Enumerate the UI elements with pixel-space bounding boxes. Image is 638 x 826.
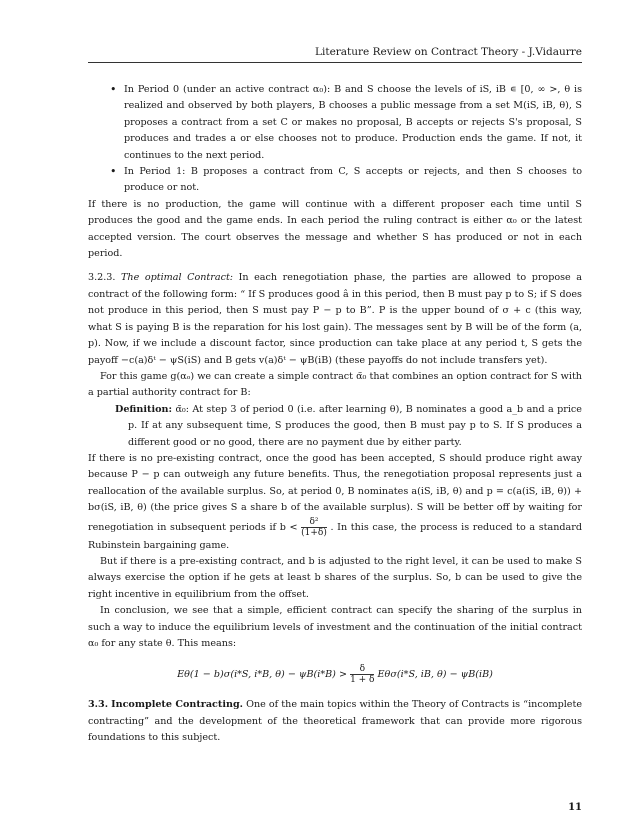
paragraph: In conclusion, we see that a simple, efficient contract can specify the sharing of the surplus in such a way to induce the equilibrium levels of investment and the continuation of the initial contract α₀ for any state θ. This means: <box>88 605 582 649</box>
paragraph: But if there is a pre-existing contract, and b is adjusted to the right level, it can be used to make S always exercise the option if he gets at least b shares of the surplus. So, b can be used to give the right incentive in equilibrium from the offset. <box>88 555 582 600</box>
fraction-numerator: δ <box>350 664 374 675</box>
fraction-denominator: 1 + δ <box>350 675 375 686</box>
equation-left: Eθ(1 − b)σ(i*S, i*B, θ) − ψB(i*B) > <box>177 669 347 681</box>
subsection-optimal-contract <box>88 270 582 368</box>
period-list <box>110 82 582 197</box>
section-text: One of the main topics within the Theory of Contracts is “incomplete contracting” and the development of the theoretical framework that can provide more rigorous foundations to this subject. <box>88 699 582 744</box>
section-number: 3.3. <box>88 699 109 711</box>
subsection-title: The optimal Contract: <box>121 272 234 284</box>
paragraph: If there is no production, the game will continue with a different proposer each time until S produces the good and the game ends. In each period the ruling contract is either α₀ or the latest accepted version. The court observes the message and whether S has produced or not in each period. <box>88 198 582 260</box>
page-number: 11 <box>568 802 582 813</box>
subsection-text: In each renegotiation phase, the parties are allowed to propose a contract of the following form: “ If S produces good â in this period, then B must pay p to S; if S does not produce in this period, then S must pay P − p to B”. P is the upper bound of σ + c (this way, what S is paying B is the reparation for his lost gain). The messages sent by B will be of the form (a, p). Now, if we include a discount factor, since production can take place at any period t, S gets the payoff −c(a)δᵗ − ψS(iS) and B gets v(a)δᵗ − ψB(iB) (these payoffs do not include transfers yet). <box>88 272 582 366</box>
definition-text: α̃₀: At step 3 of period 0 (i.e. after learning θ), B nominates a good a_b and a price p. If at any subsequent time, S produces the good, then B must pay p to S. If S produces a different good or no good, there are no payment due by either party. <box>128 403 582 448</box>
section-title: Incomplete Contracting. <box>111 699 243 711</box>
definition-label: Definition: <box>115 403 173 415</box>
fraction-denominator: (1+δ) <box>301 527 327 538</box>
paragraph <box>88 451 582 554</box>
paragraph-text: . In this case, the process is reduced to a standard Rubinstein bargaining game. <box>88 521 582 551</box>
running-header: Literature Review on Contract Theory - J.Vidaurre <box>315 46 582 58</box>
paragraph: For this game g(αₒ) we can create a simple contract α̃₀ that combines an option contract for S with a partial authority contract for B: <box>88 370 582 399</box>
display-equation <box>88 664 582 685</box>
equation-right: Eθσ(i*S, iB, θ) − ψB(iB) <box>377 669 493 681</box>
fraction-numerator: δ² <box>301 517 327 528</box>
subsection-number: 3.2.3. <box>88 272 116 284</box>
paragraph-text: If there is no pre-existing contract, once the good has been accepted, S should produce right away because P − p can outweigh any future benefits. Thus, the renegotiation proposal represents just a reallocation of the available surplus. So, at period 0, B nominates a(iS, iB, θ) and p = c(a(iS, iB, θ)) + bσ(iS, iB, θ) (the price gives S a share b of the available surplus). S will be better off by waiting for renegotiation in subsequent periods if b < <box>88 452 582 533</box>
definition-block <box>101 402 582 451</box>
equation-fraction <box>350 664 374 685</box>
section-incomplete-contracting <box>88 697 582 746</box>
fraction <box>301 517 327 538</box>
list-item: • In Period 0 (under an active contract α₀): B and S choose the levels of iS, iB ∊ [0, ∞ >, θ is realized and observed by both players, B chooses a public message from a set M(iS, iB, θ), S proposes a contract from a set C or makes no proposal, B accepts or rejects S's proposal, S produces and trades a or else chooses not to produce. Production ends the game. If not, it continues to the next period. <box>110 82 582 164</box>
list-item: • In Period 1: B proposes a contract from C, S accepts or rejects, and then S chooses to produce or not. <box>110 164 582 197</box>
page-body <box>88 82 582 747</box>
header-rule <box>88 62 582 63</box>
